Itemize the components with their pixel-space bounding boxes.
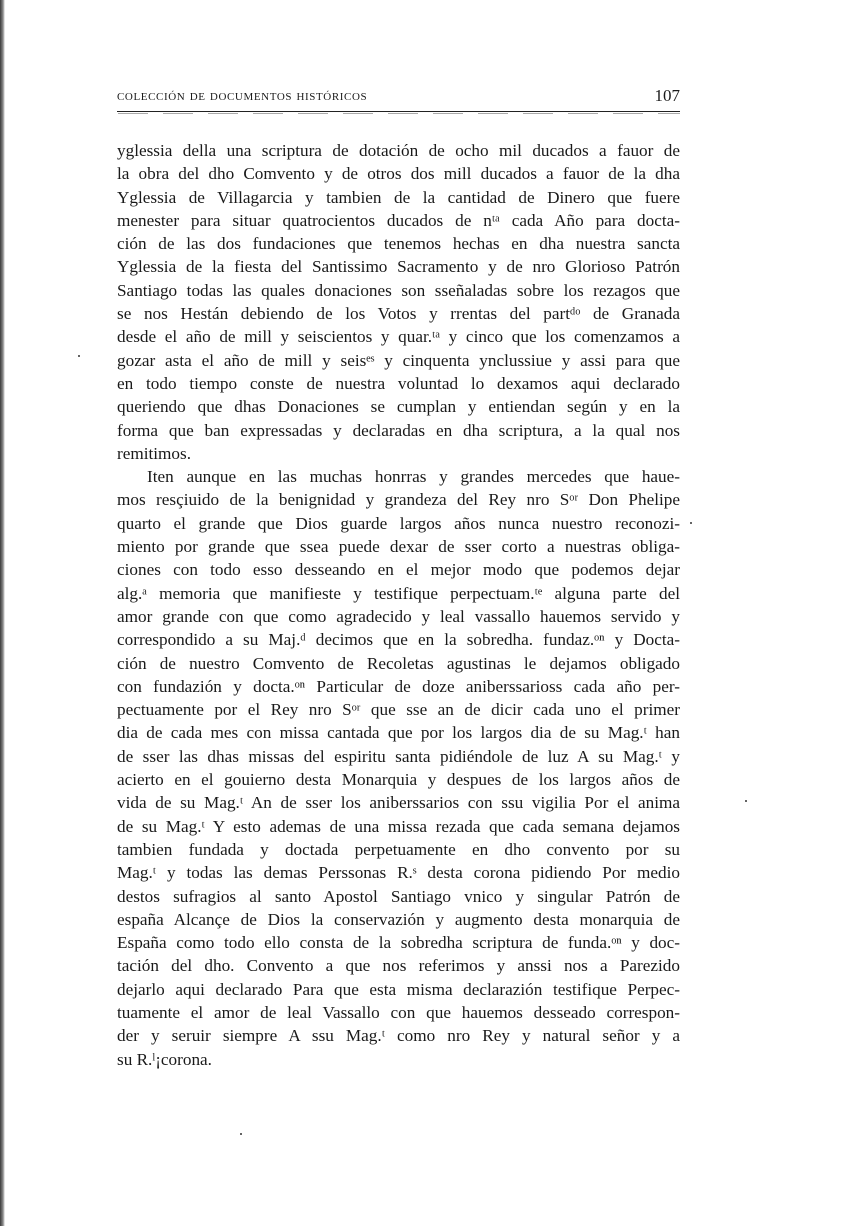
running-title: colección de documentos históricos bbox=[117, 88, 368, 104]
text-line: Yglessia de la fiesta del Santissimo Sacramento y de nro Glorioso Patrón bbox=[117, 257, 680, 277]
header-rule-shadow bbox=[118, 113, 680, 114]
text-line: amor grande con que como agradecido y leal vassallo hauemos servido y bbox=[117, 606, 680, 626]
text-line: dia de cada mes con missa cantada que por los largos dia de su Mag.ᵗ han bbox=[117, 723, 680, 743]
text-line: tación del dho. Convento a que nos referimos y anssi nos a Parezido bbox=[117, 956, 680, 976]
text-line: miento por grande que ssea puede dexar de sser corto a nuestras obliga- bbox=[117, 537, 680, 557]
text-line: Yglessia de Villagarcia y tambien de la cantidad de Dinero que fuere bbox=[117, 187, 680, 207]
text-line: remitimos. bbox=[117, 443, 191, 463]
text-line: yglessia della una scriptura de dotación de ocho mil ducados a fauor de bbox=[117, 141, 680, 160]
scan-edge bbox=[0, 0, 5, 1226]
text-line: españa Alcançe de Dios la conservazión y augmento desta monarquia de bbox=[117, 909, 680, 929]
text-line: vida de su Mag.ᵗ An de sser los aniberssarios con ssu vigilia Por el anima bbox=[117, 793, 680, 813]
text-line: acierto en el gouierno desta Monarquia y despues de los largos años de bbox=[117, 770, 680, 790]
text-line: se nos Hestán debiendo de los Votos y rrentas del partᵈᵒ de Granada bbox=[117, 304, 680, 324]
text-line: mos resçiuido de la benignidad y grandeza del Rey nro Sᵒʳ Don Phelipe bbox=[117, 490, 680, 510]
text-line: destos sufragios al santo Apostol Santiago vnico y singular Patrón de bbox=[117, 886, 680, 906]
text-line: Iten aunque en las muchas honrras y grandes mercedes que haue- bbox=[147, 467, 680, 487]
page-header bbox=[0, 86, 680, 108]
text-line: tambien fundada y doctada perpetuamente en dho convento por su bbox=[117, 839, 680, 859]
text-line: correspondido a su Maj.ᵈ decimos que en la sobredha. fundaz.ᵒⁿ y Docta- bbox=[117, 630, 680, 650]
scan-speck bbox=[745, 800, 747, 802]
body-text bbox=[117, 139, 680, 1071]
scan-speck bbox=[690, 522, 692, 524]
text-line: pectuamente por el Rey nro Sᵒʳ que sse an de dicir cada uno el primer bbox=[117, 700, 680, 720]
text-line: la obra del dho Comvento y de otros dos mill ducados a fauor de la dha bbox=[117, 164, 680, 184]
text-line: forma que ban expressadas y declaradas en dha scriptura, a la qual nos bbox=[117, 420, 680, 440]
scan-speck bbox=[240, 1133, 242, 1135]
text-line: con fundazión y docta.ᵒⁿ Particular de doze aniberssarioss cada año per- bbox=[117, 676, 680, 696]
text-line: de su Mag.ᵗ Y esto ademas de una missa rezada que cada semana dejamos bbox=[117, 816, 680, 836]
text-line: en todo tiempo conste de nuestra voluntad lo dexamos aqui declarado bbox=[117, 373, 680, 393]
text-line: desde el año de mill y seiscientos y quar.ᵗᵃ y cinco que los comenzamos a bbox=[117, 327, 680, 347]
text-line: queriendo que dhas Donaciones se cumplan y entiendan según y en la bbox=[117, 397, 680, 417]
text-line: España como todo ello consta de la sobredha scriptura de funda.ᵒⁿ y doc- bbox=[117, 933, 680, 953]
text-line: alg.ᵃ memoria que manifieste y testifique perpectuam.ᵗᵉ alguna parte del bbox=[117, 583, 680, 603]
text-line: su R.ˡ¡corona. bbox=[117, 1049, 212, 1069]
page-number: 107 bbox=[654, 86, 680, 105]
text-line: quarto el grande que Dios guarde largos años nunca nuestro reconozi- bbox=[117, 513, 680, 533]
text-line: gozar asta el año de mill y seisᵉˢ y cinquenta ynclussiue y assi para que bbox=[117, 350, 680, 370]
text-line: Mag.ᵗ y todas las demas Perssonas R.ˢ desta corona pidiendo Por medio bbox=[117, 863, 680, 883]
header-rule bbox=[117, 111, 680, 112]
text-line: dejarlo aqui declarado Para que esta misma declarazión testifique Perpec- bbox=[117, 979, 680, 999]
text-line: der y seruir siempre A ssu Mag.ᵗ como nro Rey y natural señor y a bbox=[117, 1026, 680, 1046]
scan-speck bbox=[78, 355, 80, 357]
text-line: de sser las dhas missas del espiritu santa pidiéndole de luz A su Mag.ᵗ y bbox=[117, 746, 680, 766]
text-line: ciones con todo esso desseando en el mejor modo que podemos dejar bbox=[117, 560, 680, 580]
text-line: ción de las dos fundaciones que tenemos hechas en dha nuestra sancta bbox=[117, 234, 680, 254]
text-line: tuamente el amor de leal Vassallo con que hauemos desseado correspon- bbox=[117, 1002, 680, 1022]
text-line: menester para situar quatrocientos ducados de nᵗᵃ cada Año para docta- bbox=[117, 210, 680, 230]
text-line: ción de nuestro Comvento de Recoletas agustinas le dejamos obligado bbox=[117, 653, 680, 673]
text-line: Santiago todas las quales donaciones son sseñaladas sobre los rezagos que bbox=[117, 280, 680, 300]
